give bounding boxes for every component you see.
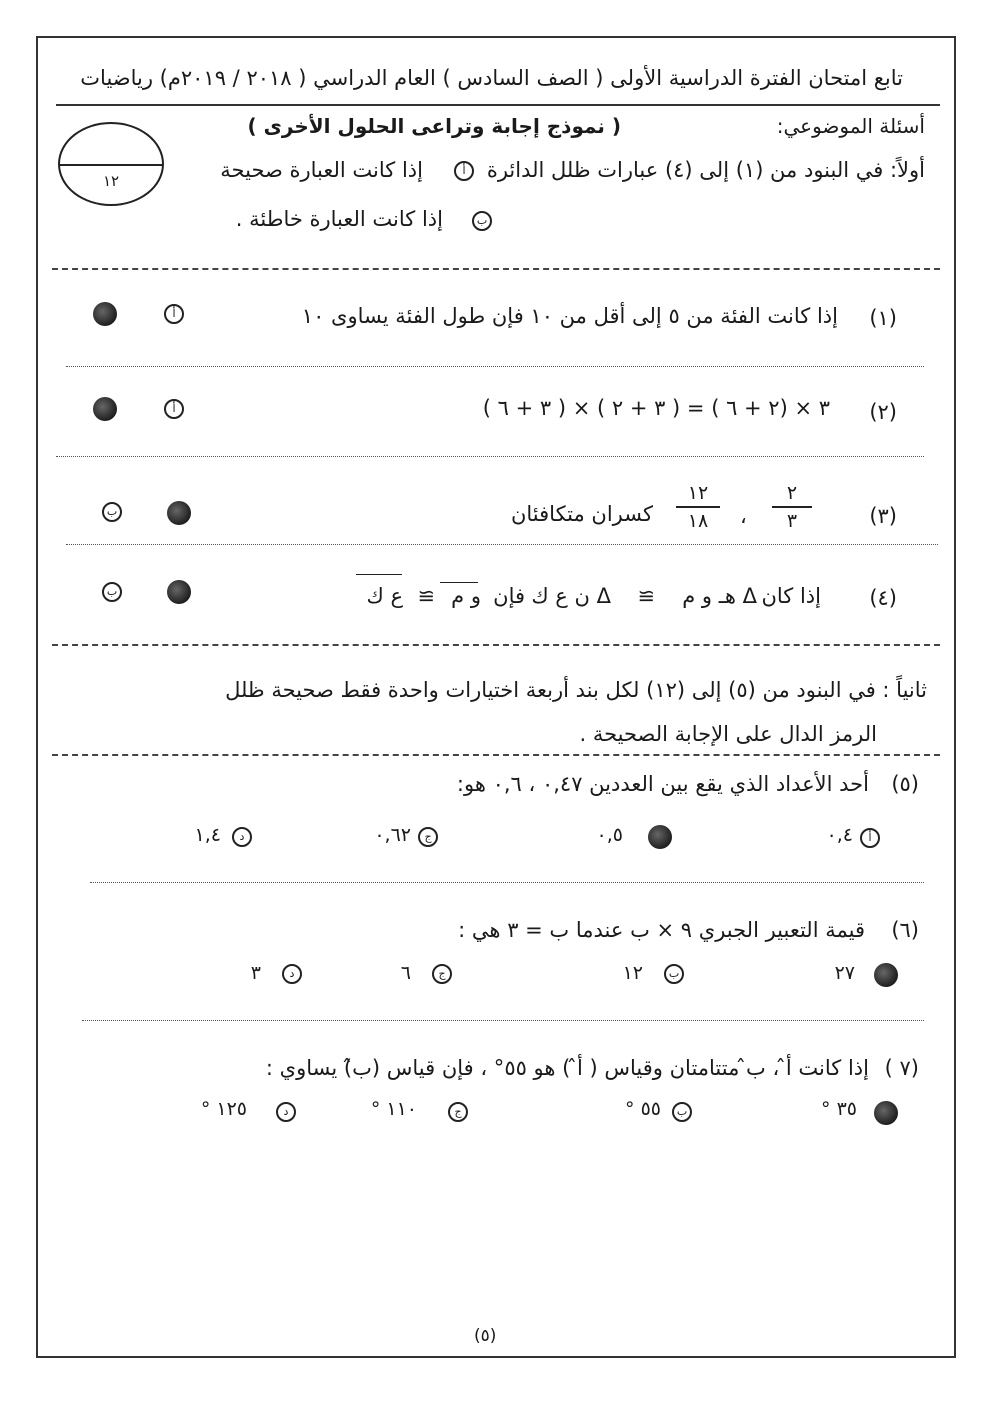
item-7-option-c-value: ١١٠ ° xyxy=(370,1098,417,1120)
answer-key-note: ( نموذج إجابة وتراعى الحلول الأخرى ) xyxy=(247,114,621,138)
item-2-shaded-answer[interactable] xyxy=(93,397,117,421)
page-number: (٥) xyxy=(474,1326,497,1346)
false-meaning: إذا كانت العبارة خاطئة . xyxy=(235,207,443,231)
item-7-option-b[interactable]: ب xyxy=(672,1102,692,1122)
item-5-text: أحد الأعداد الذي يقع بين العددين ٠,٤٧ ، ٠,٦ هو: xyxy=(456,772,869,796)
item-3-fraction-1: ٢ ٣ xyxy=(772,482,812,532)
item-4-shaded-answer[interactable] xyxy=(167,580,191,604)
item-7-shaded-answer[interactable] xyxy=(874,1101,898,1125)
item-2-option-a[interactable]: أ xyxy=(164,399,184,419)
item-6-option-c-value: ٦ xyxy=(400,962,411,984)
item-7-text: إذا كانت أ̂ ، ب̂ متتامتان وقياس ( أ̂ ) هو ٥٥° ، فإن قياس (ب̂) يساوي : xyxy=(265,1056,869,1080)
true-meaning: إذا كانت العبارة صحيحة xyxy=(220,158,423,182)
item-4-triangle-1: Δ هـ و م xyxy=(682,584,757,608)
item-6-option-b-value: ١٢ xyxy=(622,962,643,984)
divider xyxy=(52,754,940,756)
item-5-option-d[interactable]: د xyxy=(232,827,252,847)
divider xyxy=(56,456,924,457)
divider xyxy=(66,544,938,545)
item-4-text-b: فإن xyxy=(493,584,525,608)
item-7-option-a-value: ٣٥ ° xyxy=(821,1098,857,1120)
item-3-option-b[interactable]: ب xyxy=(102,502,122,522)
segment-overline xyxy=(356,574,402,575)
item-4-option-b[interactable]: ب xyxy=(102,582,122,602)
item-6-option-b[interactable]: ب xyxy=(664,964,684,984)
symbol-false-circle: ب xyxy=(472,211,492,231)
item-6-number: (٦) xyxy=(891,918,919,942)
item-4-triangle-2: Δ ن ع ك xyxy=(531,584,611,608)
divider xyxy=(52,268,940,270)
item-6-option-d[interactable]: د xyxy=(282,964,302,984)
item-3-shaded-answer[interactable] xyxy=(167,501,191,525)
divider xyxy=(52,644,940,646)
header-rule xyxy=(56,104,940,106)
item-1-number: (١) xyxy=(869,306,897,330)
symbol-true-circle: أ xyxy=(454,161,474,181)
item-3-text: كسران متكافئان xyxy=(510,502,653,526)
part2-instruction-cont: الرمز الدال على الإجابة الصحيحة . xyxy=(579,722,877,746)
item-4-congruent-1: ≅ xyxy=(637,584,655,608)
exam-header-title: تابع امتحان الفترة الدراسية الأولى ( الصف السادس ) العام الدراسي ( ٢٠١٨ / ٢٠١٩م) رياضيات xyxy=(80,66,903,90)
item-5-option-c-value: ٠,٦٢ xyxy=(374,824,411,846)
item-7-option-b-value: ٥٥ ° xyxy=(625,1098,661,1120)
item-6-option-c[interactable]: ج xyxy=(432,964,452,984)
item-2-number: (٢) xyxy=(869,400,897,424)
section-title: أسئلة الموضوعي: xyxy=(776,114,925,138)
item-6-option-a-value: ٢٧ xyxy=(834,962,855,984)
item-7-option-d-value: ١٢٥ ° xyxy=(200,1098,247,1120)
item-3-fraction-2: ١٢ ١٨ xyxy=(676,482,720,532)
item-2-expression: ٣ × (٢ + ٦ ) = ( ٣ + ٢ ) × ( ٣ + ٦ ) xyxy=(482,396,830,420)
item-4-segment-1: و م xyxy=(451,584,481,608)
item-1-option-a[interactable]: أ xyxy=(164,304,184,324)
item-7-option-d[interactable]: د xyxy=(276,1102,296,1122)
item-3-number: (٣) xyxy=(869,504,897,528)
item-5-option-a[interactable]: أ xyxy=(860,828,880,848)
item-4-number: (٤) xyxy=(869,586,897,610)
item-6-option-d-value: ٣ xyxy=(250,962,261,984)
item-7-option-c[interactable]: ج xyxy=(448,1102,468,1122)
item-7-number: (٧ ) xyxy=(884,1056,919,1080)
item-5-option-c[interactable]: ج xyxy=(418,827,438,847)
item-6-shaded-answer[interactable] xyxy=(874,963,898,987)
item-1-text: إذا كانت الفئة من ٥ إلى أقل من ١٠ فإن طول الفئة يساوى ١٠ xyxy=(301,304,838,328)
part2-instruction: ثانياً : في البنود من (٥) إلى (١٢) لكل بند أربعة اختيارات واحدة فقط صحيحة ظلل xyxy=(225,678,927,702)
segment-overline xyxy=(440,582,478,583)
divider xyxy=(82,1020,924,1021)
item-5-option-d-value: ١,٤ xyxy=(194,824,221,846)
score-max: ١٢ xyxy=(102,172,120,190)
item-5-option-b-value: ٠,٥ xyxy=(596,824,623,846)
item-4-segment-2: ع ك xyxy=(366,584,403,608)
divider xyxy=(90,882,924,883)
item-5-option-a-value: ٠,٤ xyxy=(826,824,853,846)
score-oval xyxy=(58,122,164,206)
item-3-separator: ، xyxy=(740,504,747,528)
item-6-text: قيمة التعبير الجبري ٩ × ب عندما ب = ٣ هي : xyxy=(458,918,865,942)
item-1-shaded-answer[interactable] xyxy=(93,302,117,326)
part1-instruction: أولاً: في البنود من (١) إلى (٤) عبارات ظلل الدائرة xyxy=(486,158,925,182)
item-4-text-a: إذا كان xyxy=(761,584,821,608)
item-5-shaded-answer[interactable] xyxy=(648,825,672,849)
item-5-number: (٥) xyxy=(891,772,919,796)
divider xyxy=(66,366,924,367)
item-4-congruent-2: ≅ xyxy=(417,584,435,608)
